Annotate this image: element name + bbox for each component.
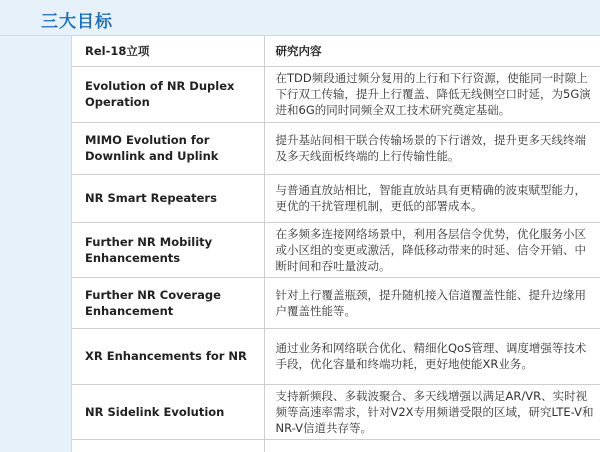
project-description: 与普通直放站相比，智能直放站具有更精确的波束赋型能力，更优的干扰管理机制，更低的部署成本。 — [275, 183, 586, 213]
project-name: Further NR Coverage Enhancement — [85, 287, 221, 318]
project-name: NR Sidelink Evolution — [85, 404, 225, 419]
rel18-table — [72, 36, 600, 452]
column-header-content: 研究内容 — [264, 36, 600, 66]
project-description: 在TDD频段通过频分复用的上行和下行资源，使能同一时隙上下行双工传输，提升上行覆盖、降低无线侧空口时延，为5G演进和6G的同时同频全双工技术研究奠定基础。 — [275, 71, 591, 117]
section-header — [0, 0, 600, 36]
table-header-row — [72, 36, 600, 66]
table-row-cutoff — [72, 439, 600, 452]
table-row — [72, 174, 600, 222]
project-description: 支持新频段、多载波聚合、多天线增强以满足AR/VR、实时视频等高速率需求，针对V2X专用频谱受限的区域，研究LTE-V和NR-V信道共存等。 — [275, 388, 594, 435]
project-description: 在多频多连接网络场景中，利用各层信令优势，优化服务小区或小区组的变更或激活，降低移动带来的时延、信令开销、中断时间和吞吐量波动。 — [275, 226, 586, 273]
table-row — [72, 222, 600, 277]
project-name: Further NR Mobility Enhancements — [85, 234, 213, 265]
project-name: Evolution of NR Duplex Operation — [85, 79, 235, 109]
project-name: XR Enhancements for NR — [85, 349, 247, 363]
project-name: NR Smart Repeaters — [85, 191, 217, 205]
table-row — [72, 384, 600, 439]
table-row — [72, 66, 600, 122]
project-description: 通过业务和网络联合优化、精细化QoS管理、调度增强等技术手段，优化容量和终端功耗，更好地使能XR业务。 — [275, 341, 587, 371]
table-row — [72, 277, 600, 328]
left-margin-band — [0, 36, 72, 452]
project-description: 提升基站间相干联合传输场景的下行谱效，提升更多天线终端及多天线面板终端的上行传输性能。 — [275, 133, 586, 163]
table-row — [72, 328, 600, 384]
project-name: MIMO Evolution for Downlink and Uplink — [85, 133, 219, 163]
table-row — [72, 122, 600, 174]
section-title: 三大目标 — [41, 12, 113, 32]
project-description: 针对上行覆盖瓶颈，提升随机接入信道覆盖性能、提升边缘用户覆盖性能等。 — [275, 287, 586, 318]
column-header-project: Rel-18立项 — [72, 36, 264, 66]
